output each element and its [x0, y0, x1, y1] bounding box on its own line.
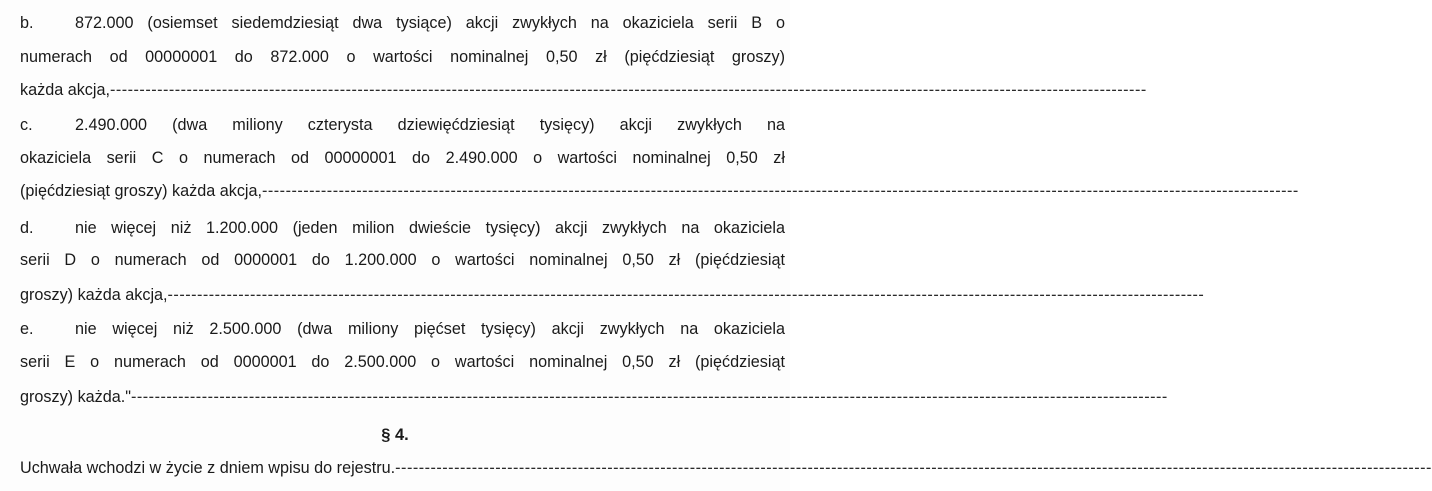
item-e-text-3: groszy) każda." — [20, 388, 132, 406]
section-heading: § 4. — [381, 426, 409, 444]
item-c-text-1: 2.490.000 (dwa miliony czterysta dziewięćdziesiąt tysięcy) akcji zwykłych na — [75, 116, 785, 134]
section-text: Uchwała wchodzi w życie z dniem wpisu do rejestru. — [20, 459, 396, 477]
item-e-text-1: nie więcej niż 2.500.000 (dwa miliony pięćset tysięcy) akcji zwykłych na okaziciela — [75, 320, 785, 338]
item-e-line-1 — [20, 314, 785, 344]
item-b-marker: b. — [20, 14, 34, 32]
item-e-line-2: serii E o numerach od 0000001 do 2.500.000 o wartości nominalnej 0,50 zł (pięćdziesiąt — [20, 353, 785, 371]
item-b-text-3: każda akcja, — [20, 81, 110, 99]
filler-dashes: -------------------------------------------------------------------------------------------------------------------------------------------------------------------------------- — [262, 182, 1299, 200]
item-d-line-1 — [20, 213, 785, 243]
item-b-text-1: 872.000 (osiemset siedemdziesiąt dwa tysiące) akcji zwykłych na okaziciela serii B o — [75, 14, 785, 32]
item-d-marker: d. — [20, 219, 34, 237]
section-text-line — [20, 453, 1432, 483]
item-c-line-3 — [20, 176, 1299, 206]
item-c-line-1 — [20, 110, 785, 140]
filler-dashes: -------------------------------------------------------------------------------------------------------------------------------------------------------------------------------- — [109, 81, 1147, 99]
item-b-line-3 — [20, 75, 1147, 105]
item-b-line-2: numerach od 00000001 do 872.000 o wartości nominalnej 0,50 zł (pięćdziesiąt groszy) — [20, 48, 785, 66]
item-d-line-3 — [20, 280, 1205, 310]
item-e-marker: e. — [20, 320, 34, 338]
item-d-text-3: groszy) każda akcja, — [20, 286, 168, 304]
item-c-text-3: (pięćdziesiąt groszy) każda akcja, — [20, 182, 263, 200]
item-e-line-3 — [20, 382, 1168, 412]
item-d-text-1: nie więcej niż 1.200.000 (jeden milion dwieście tysięcy) akcji zwykłych na okaziciela — [75, 219, 785, 237]
item-c-line-2: okaziciela serii C o numerach od 00000001 do 2.490.000 o wartości nominalnej 0,50 zł — [20, 149, 785, 167]
filler-dashes: -------------------------------------------------------------------------------------------------------------------------------------------------------------------------------- — [395, 459, 1432, 477]
filler-dashes: -------------------------------------------------------------------------------------------------------------------------------------------------------------------------------- — [167, 286, 1205, 304]
item-b-line-1 — [20, 8, 785, 38]
filler-dashes: -------------------------------------------------------------------------------------------------------------------------------------------------------------------------------- — [131, 388, 1168, 406]
item-c-marker: c. — [20, 116, 33, 134]
item-d-line-2: serii D o numerach od 0000001 do 1.200.000 o wartości nominalnej 0,50 zł (pięćdziesiąt — [20, 251, 785, 269]
